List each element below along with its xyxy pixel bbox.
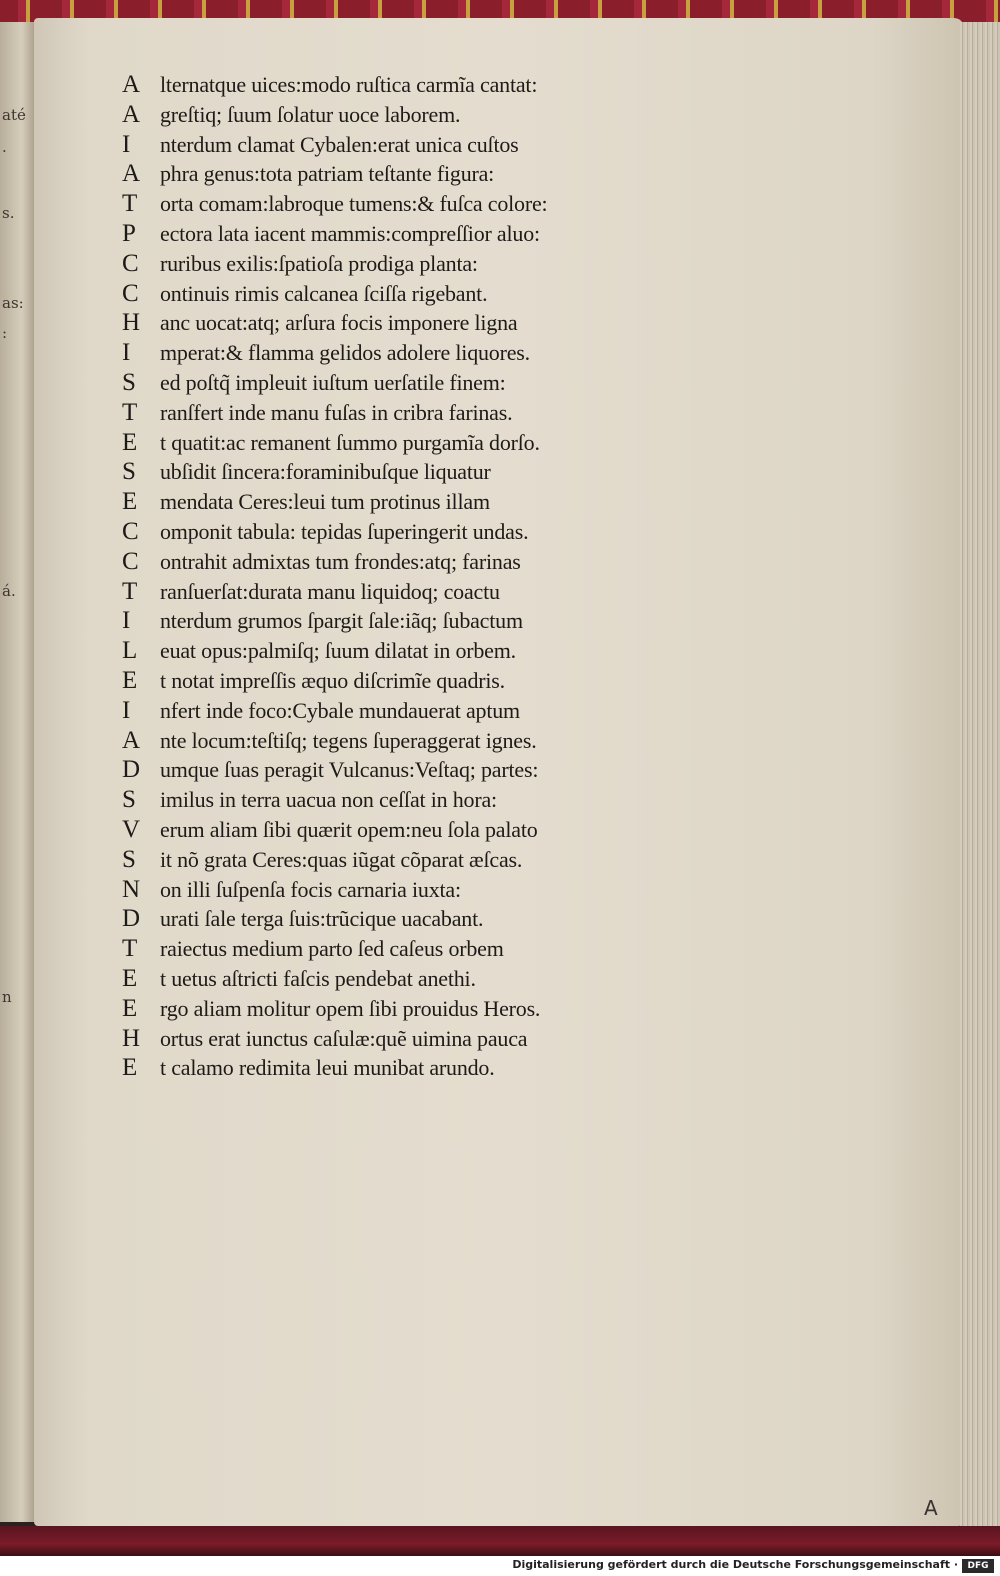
- verse-text: mperat:& flamma gelidos adolere liquores.: [160, 340, 530, 366]
- verse-line: [122, 994, 682, 1024]
- verse-text: ubſidit ſincera:foraminibuſque liquatur: [160, 459, 491, 485]
- verse-initial: E: [122, 488, 138, 516]
- verse-line: [122, 606, 682, 636]
- verse-text: erum aliam ſibi quærit opem:neu ſola palato: [160, 816, 538, 842]
- verse-text: nfert inde foco:Cybale mundauerat aptum: [160, 697, 520, 723]
- facing-page-fragment: as:: [2, 294, 24, 312]
- verse-line: [122, 368, 682, 398]
- verse-initial: T: [122, 577, 138, 605]
- verse-text: imilus in terra uacua non ceſſat in hora:: [160, 787, 497, 813]
- verse-line: [122, 577, 682, 607]
- verse-text: ruribus exilis:ſpatioſa prodiga planta:: [160, 250, 478, 276]
- verse-line: [122, 726, 682, 756]
- verse-text: on illi ſuſpenſa focis carnaria iuxta:: [160, 876, 461, 902]
- facing-page-fragment: á.: [2, 582, 16, 600]
- facing-page-fragment: n: [2, 988, 12, 1006]
- verse-initial: I: [122, 130, 131, 158]
- verse-line: [122, 547, 682, 577]
- verse-initial: A: [122, 160, 141, 188]
- verse-initial: S: [122, 845, 136, 873]
- verse-line: [122, 219, 682, 249]
- verse-initial: L: [122, 637, 138, 665]
- verse-text: euat opus:palmiſq; ſuum dilatat in orbem.: [160, 638, 516, 664]
- verse-text: raiectus medium parto ſed caſeus orbem: [160, 936, 504, 962]
- facing-page-fragment: até: [2, 106, 26, 124]
- verse-text: omponit tabula: tepidas ſuperingerit undas.: [160, 518, 529, 544]
- verse-line: [122, 875, 682, 905]
- verse-line: [122, 428, 682, 458]
- verse-text: nterdum clamat Cybalen:erat unica cuſtos: [160, 131, 519, 157]
- verse-initial: N: [122, 875, 141, 903]
- verse-initial: S: [122, 786, 136, 814]
- verse-text: mendata Ceres:leui tum protinus illam: [160, 489, 490, 515]
- verse-line: [122, 70, 682, 100]
- verse-line: [122, 934, 682, 964]
- verse-line: [122, 130, 682, 160]
- verse-line: [122, 696, 682, 726]
- verse-block: [122, 70, 682, 1083]
- verse-text: ranſfert inde manu fuſas in cribra farinas.: [160, 399, 513, 425]
- verse-line: [122, 487, 682, 517]
- facing-page-fragment: ·: [2, 142, 7, 160]
- verse-text: t notat impreſſis æquo diſcrimĩe quadris.: [160, 667, 505, 693]
- verse-text: t quatit:ac remanent ſummo purgamĩa dorſo.: [160, 429, 540, 455]
- verse-initial: A: [122, 100, 141, 128]
- verse-line: [122, 904, 682, 934]
- footer-credit: Digitalisierung gefördert durch die Deutsche Forschungsgemeinschaft ·: [512, 1558, 958, 1571]
- verse-initial: T: [122, 935, 138, 963]
- verse-line: [122, 1024, 682, 1054]
- verse-text: t uetus aſtricti faſcis pendebat anethi.: [160, 965, 476, 991]
- signature-mark: A: [924, 1496, 938, 1520]
- verse-text: ontinuis rimis calcanea ſciſſa rigebant.: [160, 280, 488, 306]
- verse-initial: E: [122, 666, 138, 694]
- page-stack-edges: [960, 22, 1000, 1526]
- verse-initial: T: [122, 190, 138, 218]
- facing-page-fragment: :: [2, 324, 8, 342]
- dfg-logo: DFG: [962, 1559, 994, 1573]
- verse-initial: C: [122, 279, 139, 307]
- verse-initial: E: [122, 994, 138, 1022]
- verse-line: [122, 785, 682, 815]
- verse-line: [122, 457, 682, 487]
- verse-initial: I: [122, 696, 131, 724]
- verse-text: nterdum grumos ſpargit ſale:iãq; ſubactum: [160, 608, 523, 634]
- verse-initial: I: [122, 339, 131, 367]
- verse-initial: C: [122, 517, 139, 545]
- verse-text: lternatque uices:modo ruſtica carmĩa cantat:: [160, 72, 538, 97]
- verse-text: umque ſuas peragit Vulcanus:Veſtaq; partes:: [160, 757, 539, 783]
- verse-text: t calamo redimita leui munibat arundo.: [160, 1055, 495, 1081]
- verse-initial: T: [122, 398, 138, 426]
- verse-line: [122, 249, 682, 279]
- verse-line: [122, 308, 682, 338]
- verse-initial: V: [122, 815, 141, 843]
- verse-text: anc uocat:atq; arſura focis imponere ligna: [160, 310, 518, 336]
- verse-line: [122, 815, 682, 845]
- verse-text: rgo aliam molitur opem ſibi prouidus Heros.: [160, 995, 541, 1021]
- verse-initial: A: [122, 726, 141, 754]
- verse-initial: C: [122, 547, 139, 575]
- verse-initial: D: [122, 756, 141, 784]
- facing-page-fragment: s.: [2, 204, 15, 222]
- verse-line: [122, 159, 682, 189]
- verse-line: [122, 636, 682, 666]
- binding-bottom-edge: [0, 1526, 1000, 1556]
- verse-line: [122, 666, 682, 696]
- facing-page-edge: [0, 22, 36, 1522]
- verse-line: [122, 189, 682, 219]
- verse-line: [122, 338, 682, 368]
- verse-text: nte locum:teſtiſq; tegens ſuperaggerat ignes.: [160, 727, 537, 753]
- verse-line: [122, 845, 682, 875]
- verse-text: ed poſtq̃ impleuit iuſtum uerſatile finem:: [160, 369, 506, 395]
- verse-initial: S: [122, 368, 136, 396]
- verse-text: it nõ grata Ceres:quas iũgat cõparat æſcas.: [160, 846, 523, 872]
- verse-initial: H: [122, 1024, 141, 1052]
- verse-line: [122, 398, 682, 428]
- verse-line: [122, 1053, 682, 1083]
- verse-line: [122, 517, 682, 547]
- verse-initial: P: [122, 219, 136, 247]
- footer-bar: [0, 1556, 1000, 1576]
- verse-line: [122, 279, 682, 309]
- verse-initial: E: [122, 964, 138, 992]
- verse-initial: S: [122, 458, 136, 486]
- verse-initial: C: [122, 249, 139, 277]
- verse-text: urati ſale terga ſuis:trũcique uacabant.: [160, 906, 484, 932]
- verse-text: ontrahit admixtas tum frondes:atq; farinas: [160, 548, 521, 574]
- verse-initial: A: [122, 71, 141, 98]
- verse-text: phra genus:tota patriam teſtante figura:: [160, 161, 495, 187]
- verse-initial: I: [122, 607, 131, 635]
- verse-initial: E: [122, 428, 138, 456]
- verse-text: ranſuerſat:durata manu liquidoq; coactu: [160, 578, 500, 604]
- verse-line: [122, 100, 682, 130]
- verse-initial: E: [122, 1054, 138, 1082]
- verse-text: orta comam:labroque tumens:& fuſca colore:: [160, 191, 548, 217]
- verse-text: greſtiq; ſuum ſolatur uoce laborem.: [160, 101, 461, 127]
- verse-text: ectora lata iacent mammis:compreſſior aluo:: [160, 220, 540, 246]
- verse-text: ortus erat iunctus caſulæ:quẽ uimina pauca: [160, 1025, 528, 1051]
- verse-line: [122, 755, 682, 785]
- verse-initial: H: [122, 309, 141, 337]
- verse-initial: D: [122, 905, 141, 933]
- verse-line: [122, 964, 682, 994]
